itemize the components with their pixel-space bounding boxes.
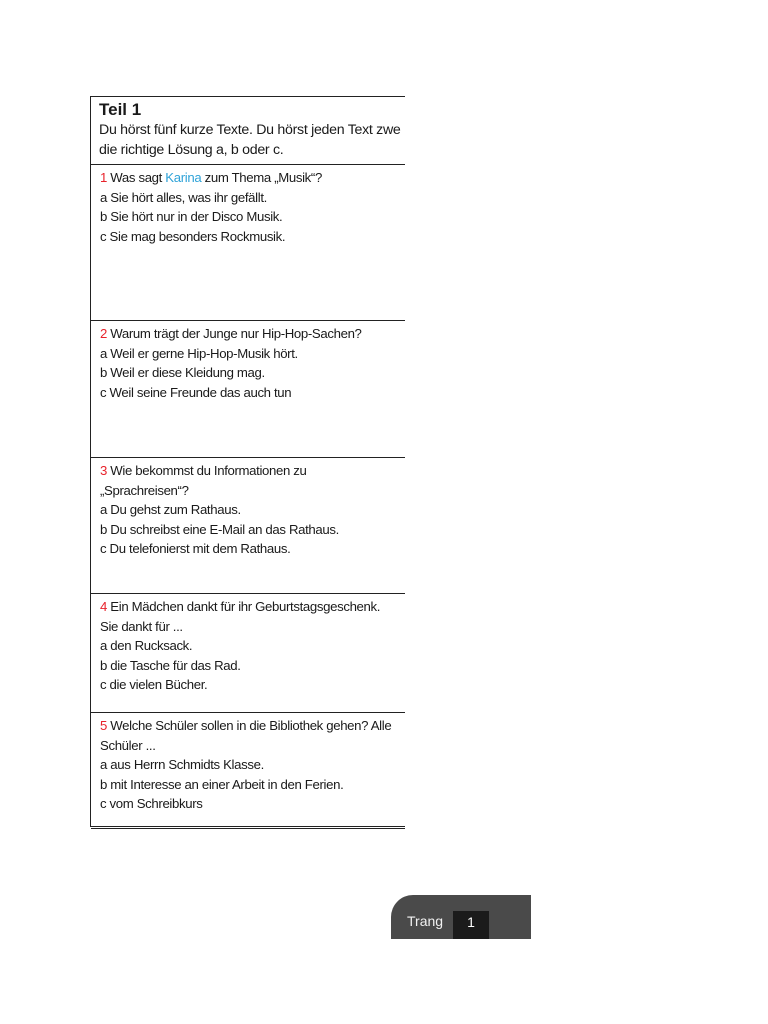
answer-option-c[interactable]: c Du telefonierst mit dem Rathaus. — [100, 541, 291, 556]
answer-option-b[interactable]: b Sie hört nur in der Disco Musik. — [100, 209, 283, 224]
question-4 — [91, 594, 405, 713]
answer-option-c[interactable]: c Sie mag besonders Rockmusik. — [100, 228, 286, 244]
answer-option-a[interactable]: a aus Herrn Schmidts Klasse. — [100, 757, 264, 772]
page-indicator[interactable] — [391, 895, 531, 939]
question-number: 4 — [100, 599, 107, 614]
question-3-prompt-continued: „Sprachreisen“? — [100, 482, 189, 498]
question-text: Was sagt — [106, 170, 166, 185]
question-1-prompt — [100, 168, 405, 188]
page-title: Teil 1 — [99, 100, 142, 119]
answer-option-a[interactable]: a Du gehst zum Rathaus. — [100, 502, 241, 517]
question-5-prompt — [100, 716, 405, 736]
answer-option-a[interactable]: a Weil er gerne Hip-Hop-Musik hört. — [100, 345, 298, 361]
question-1 — [91, 165, 405, 321]
worksheet-header — [91, 97, 405, 165]
question-number: 1 — [100, 170, 107, 185]
question-2 — [91, 321, 405, 458]
answer-option-b[interactable]: b die Tasche für das Rad. — [100, 657, 241, 673]
question-number: 3 — [100, 463, 107, 478]
instructions-line-2: die richtige Lösung a, b oder c. — [99, 142, 284, 158]
answer-option-b[interactable]: b mit Interesse an einer Arbeit in den Ferien. — [100, 776, 344, 792]
question-text: zum Thema „Musik“? — [201, 170, 322, 185]
instructions-line-1: Du hörst fünf kurze Texte. Du hörst jeden Text zwe — [99, 122, 401, 138]
highlighted-name: Karina — [165, 170, 202, 185]
question-3-prompt — [100, 461, 405, 481]
answer-option-c[interactable]: c vom Schreibkurs — [100, 796, 203, 811]
answer-option-a[interactable]: a den Rucksack. — [100, 638, 193, 653]
question-2-prompt — [100, 324, 405, 344]
worksheet — [90, 96, 475, 930]
answer-option-c[interactable]: c die vielen Bücher. — [100, 677, 208, 692]
question-text: Welche Schüler sollen in die Bibliothek gehen? Alle — [106, 718, 392, 733]
question-3 — [91, 458, 405, 594]
page-number-box[interactable]: 1 — [453, 911, 489, 939]
page-label: Trang — [407, 913, 444, 929]
question-text: Wie bekommst du Informationen zu — [106, 463, 307, 478]
answer-option-a[interactable]: a Sie hört alles, was ihr gefällt. — [100, 189, 267, 205]
answer-option-c[interactable]: c Weil seine Freunde das auch tun — [100, 384, 292, 400]
answer-option-b[interactable]: b Du schreibst eine E-Mail an das Rathaus. — [100, 521, 339, 537]
question-5-prompt-continued: Schüler ... — [100, 737, 156, 753]
question-4-prompt — [100, 597, 405, 617]
question-4-prompt-continued: Sie dankt für ... — [100, 618, 183, 634]
question-text: Warum trägt der Junge nur Hip-Hop-Sachen? — [106, 326, 362, 341]
question-5 — [91, 713, 405, 829]
question-number: 2 — [100, 326, 107, 341]
question-text: Ein Mädchen dankt für ihr Geburtstagsgeschenk. — [106, 599, 381, 614]
question-number: 5 — [100, 718, 107, 733]
answer-option-b[interactable]: b Weil er diese Kleidung mag. — [100, 365, 265, 380]
